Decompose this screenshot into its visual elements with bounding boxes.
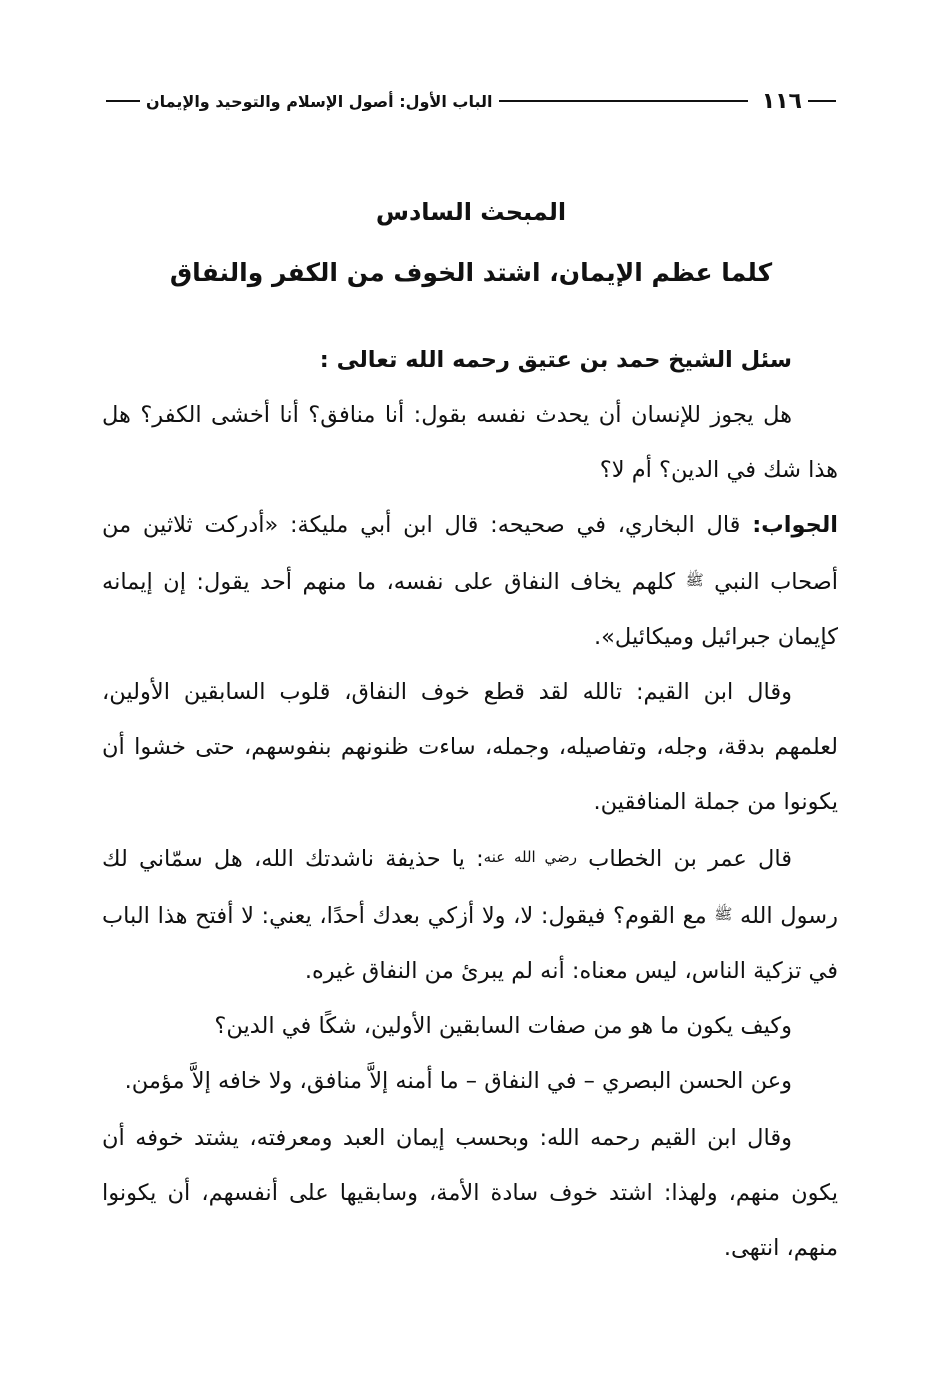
answer-text-part2: كلهم يخاف النفاق على نفسه، ما منهم أحد يقول: إن إيمانه كإيمان جبرائيل وميكائيل».	[102, 569, 838, 650]
page-number: ١١٦	[761, 88, 802, 114]
running-header	[100, 86, 842, 116]
honorific-mark: رضي الله عنه	[483, 848, 577, 866]
header-rule-right	[808, 100, 836, 102]
paragraph-umar	[102, 830, 838, 999]
section-title: المبحث السادس	[375, 198, 567, 226]
umar-text-part3: مع القوم؟ فيقول: لا، ولا أزكي بعدك أحدًا، يعني: لا أفتح هذا الباب في تزكية الناس، ليس معناه: أنه لم يبرئ من النفاق غيره.	[102, 903, 838, 984]
paragraph-question-intro: سئل الشيخ حمد بن عتيق رحمه الله تعالى :	[319, 347, 792, 373]
header-rule-middle	[499, 100, 748, 102]
paragraph-answer	[102, 498, 838, 665]
honorific-mark: ﷺ	[685, 571, 704, 589]
paragraph-question: هل يجوز للإنسان أن يحدث نفسه بقول: أنا منافق؟ أنا أخشى الكفر؟ هل هذا شك في الدين؟ أم لا؟	[102, 402, 838, 483]
chapter-title: الباب الأول: أصول الإسلام والتوحيد والإيمان	[146, 91, 493, 111]
paragraph-ibn-qayyim-2: وقال ابن القيم رحمه الله: وبحسب إيمان العبد ومعرفته، يشتد خوفه أن يكون منهم، ولهذا: اشتد خوف سادة الأمة، وسابقيها على أنفسهم، أن يكونوا منهم، انتهى.	[102, 1125, 838, 1261]
umar-text-part1: قال عمر بن الخطاب	[576, 846, 792, 872]
honorific-mark: ﷺ	[714, 905, 733, 923]
body-text	[102, 333, 838, 1276]
header-rule-left	[106, 100, 140, 102]
paragraph-ibn-qayyim-1: وقال ابن القيم: تالله لقد قطع خوف النفاق، قلوب السابقين الأولين، لعلمهم بدقة، وجله، وتفاصيله، وجمله، ساءت ظنونهم بنفوسهم، حتى خشوا أن يكونوا من جملة المنافقين.	[102, 679, 838, 815]
umar-text-part2: : يا حذيفة ناشدتك الله، هل سمّاني لك رسول الله	[102, 846, 838, 929]
paragraph-hasan: وعن الحسن البصري – في النفاق – ما أمنه إلاَّ منافق، ولا خافه إلاَّ مؤمن.	[124, 1068, 792, 1094]
section-subtitle: كلما عظم الإيمان، اشتد الخوف من الكفر والنفاق	[169, 258, 773, 287]
answer-lead: الجواب:	[752, 512, 838, 538]
answer-text-part1: قال البخاري، في صحيحه: قال ابن أبي مليكة: «أدركت ثلاثين من أصحاب النبي	[102, 512, 838, 595]
paragraph-how: وكيف يكون ما هو من صفات السابقين الأولين، شكًا في الدين؟	[214, 1013, 792, 1039]
